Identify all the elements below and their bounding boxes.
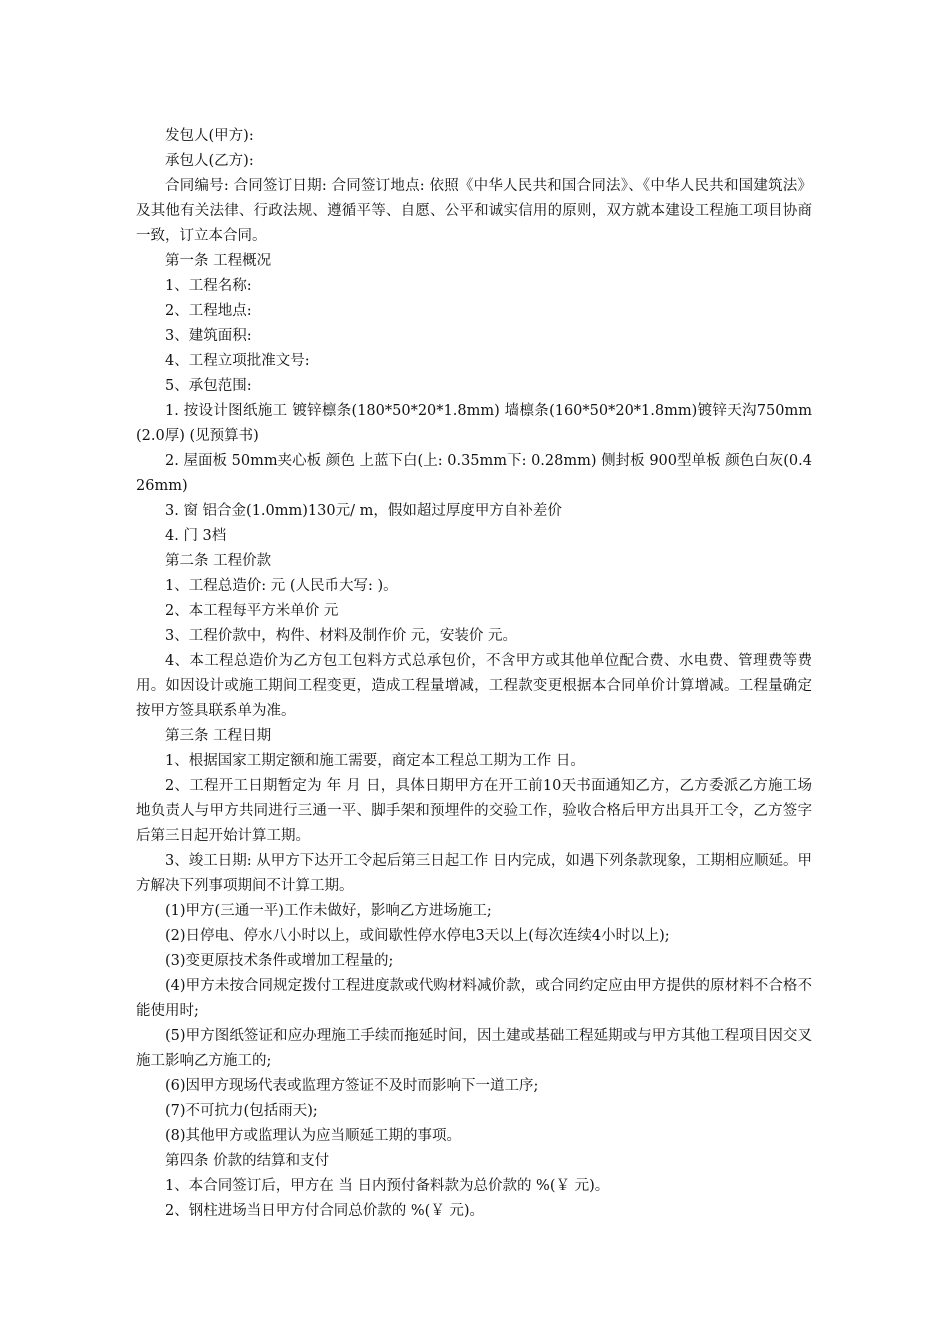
preamble: 合同编号: 合同签订日期: 合同签订地点: 依照《中华人民共和国合同法》、《中华人民共和国建筑法》及其他有关法律、行政法规、遵循平等、自愿、公平和诚实信用的原则，双方就本建设工程施工项目协商一致，订立本合同。 (136, 178, 812, 244)
party-b: 承包人(乙方): (165, 153, 254, 169)
total-price: 1、工程总造价: 元 (人民币大写: )。 (165, 578, 398, 594)
building-area: 3、建筑面积: (165, 328, 252, 344)
start-date: 2、工程开工日期暂定为 年 月 日，具体日期甲方在开工前10天书面通知乙方，乙方委派乙方施工场地负责人与甲方共同进行三通一平、脚手架和预埋件的交验工作，验收合格后甲方出具开工令，乙方签字后第三日起开始计算工期。 (136, 778, 812, 844)
article-1-heading: 第一条 工程概况 (165, 253, 272, 269)
party-a: 发包人(甲方): (165, 128, 254, 144)
delay-item-3: (3)变更原技术条件或增加工程量的; (165, 953, 394, 969)
delay-item-1: (1)甲方(三通一平)工作未做好，影响乙方进场施工; (165, 903, 492, 919)
project-name: 1、工程名称: (165, 278, 252, 294)
unit-price: 2、本工程每平方米单价 元 (165, 603, 339, 619)
scope-item-3: 3. 窗 铝合金(1.0mm)130元/ m，假如超过厚度甲方自补差价 (165, 503, 562, 519)
project-location: 2、工程地点: (165, 303, 252, 319)
delay-item-2: (2)日停电、停水八小时以上，或间歇性停水停电3天以上(每次连续4小时以上); (165, 928, 670, 944)
approval-number: 4、工程立项批准文号: (165, 353, 310, 369)
delay-item-7: (7)不可抗力(包括雨天); (165, 1103, 318, 1119)
scope-item-2: 2. 屋面板 50mm夹心板 颜色 上蓝下白(上: 0.35mm下: 0.28mm) 侧封板 900型单板 颜色白灰(0.426mm) (136, 453, 812, 494)
delay-item-6: (6)因甲方现场代表或监理方签证不及时而影响下一道工序; (165, 1078, 539, 1094)
contract-document (136, 124, 812, 1224)
article-4-heading: 第四条 价款的结算和支付 (165, 1153, 330, 1169)
completion-date: 3、竣工日期: 从甲方下达开工令起后第三日起工作 日内完成，如遇下列条款现象，工期相应顺延。甲方解决下列事项期间不计算工期。 (136, 853, 812, 894)
scope-item-4: 4. 门 3档 (165, 528, 227, 544)
price-terms: 4、本工程总造价为乙方包工包料方式总承包价，不含甲方或其他单位配合费、水电费、管理费等费用。如因设计或施工期间工程变更，造成工程量增减，工程款变更根据本合同单价计算增减。工程量确定按甲方签具联系单为准。 (136, 653, 812, 719)
scope-item-1: 1. 按设计图纸施工 镀锌檩条(180*50*20*1.8mm) 墙檩条(160*50*20*1.8mm)镀锌天沟750mm(2.0厚) (见预算书) (136, 403, 812, 444)
payment-item-2: 2、钢柱进场当日甲方付合同总价款的 %(￥ 元)。 (165, 1203, 485, 1219)
delay-item-5: (5)甲方图纸签证和应办理施工手续而拖延时间，因土建或基础工程延期或与甲方其他工程项目因交叉施工影响乙方施工的; (136, 1028, 812, 1069)
article-3-heading: 第三条 工程日期 (165, 728, 272, 744)
delay-item-4: (4)甲方未按合同规定拨付工程进度款或代购材料减价款，或合同约定应由甲方提供的原材料不合格不能使用时; (136, 978, 812, 1019)
contract-scope: 5、承包范围: (165, 378, 252, 394)
price-breakdown: 3、工程价款中，构件、材料及制作价 元，安装价 元。 (165, 628, 517, 644)
total-duration: 1、根据国家工期定额和施工需要，商定本工程总工期为工作 日。 (165, 753, 585, 769)
payment-item-1: 1、本合同签订后，甲方在 当 日内预付备料款为总价款的 %(￥ 元)。 (165, 1178, 610, 1194)
article-2-heading: 第二条 工程价款 (165, 553, 272, 569)
delay-item-8: (8)其他甲方或监理认为应当顺延工期的事项。 (165, 1128, 462, 1144)
